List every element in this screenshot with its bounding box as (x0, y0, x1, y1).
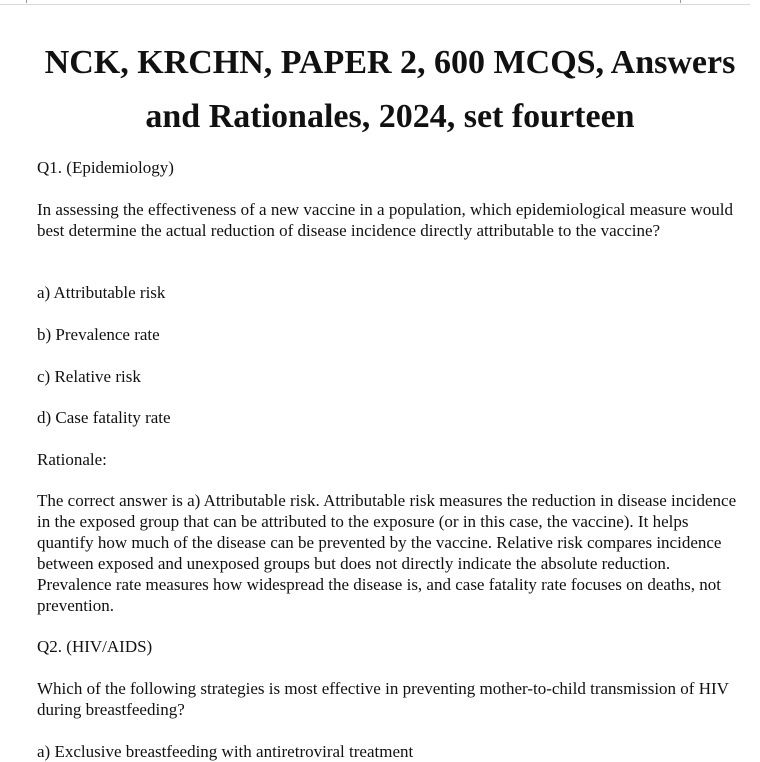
page-edge-mark-left (26, 0, 27, 3)
document-title: NCK, KRCHN, PAPER 2, 600 MCQS, Answers and Rationales, 2024, set fourteen (44, 44, 736, 135)
rationale-label: Rationale: (37, 450, 107, 469)
question-heading: Q2. (HIV/AIDS) (37, 637, 153, 656)
answer-option-a: a) Attributable risk (37, 283, 166, 302)
answer-option-d: d) Case fatality rate (37, 408, 171, 427)
answer-option-b: b) Prevalence rate (37, 325, 160, 344)
rationale-text: The correct answer is a) Attributable risk. Attributable risk measures the reduction in disease incidence in the exposed group that can be attributed to the exposure (or in this case, the vaccine). It helps quantify how much of the disease can be prevented by the vaccine. Relative risk compares incidence between exposed and unexposed groups but does not directly indicate the absolute reduction. Prevalence rate measures how widespread the disease is, and case fatality rate focuses on deaths, not prevention. (37, 491, 737, 615)
page-edge-mark-right (680, 0, 681, 3)
question-stem: In assessing the effectiveness of a new vaccine in a population, which epidemiological measure would best determine the actual reduction of disease incidence directly attributable to the vaccine? (37, 200, 733, 240)
answer-option-c: c) Relative risk (37, 367, 141, 386)
answer-option-a: a) Exclusive breastfeeding with antiretroviral treatment (37, 742, 414, 761)
page-top-edge (0, 0, 750, 5)
question-stem: Which of the following strategies is most effective in preventing mother-to-child transmission of HIV during breastfeeding? (37, 679, 729, 719)
question-heading: Q1. (Epidemiology) (37, 158, 174, 177)
